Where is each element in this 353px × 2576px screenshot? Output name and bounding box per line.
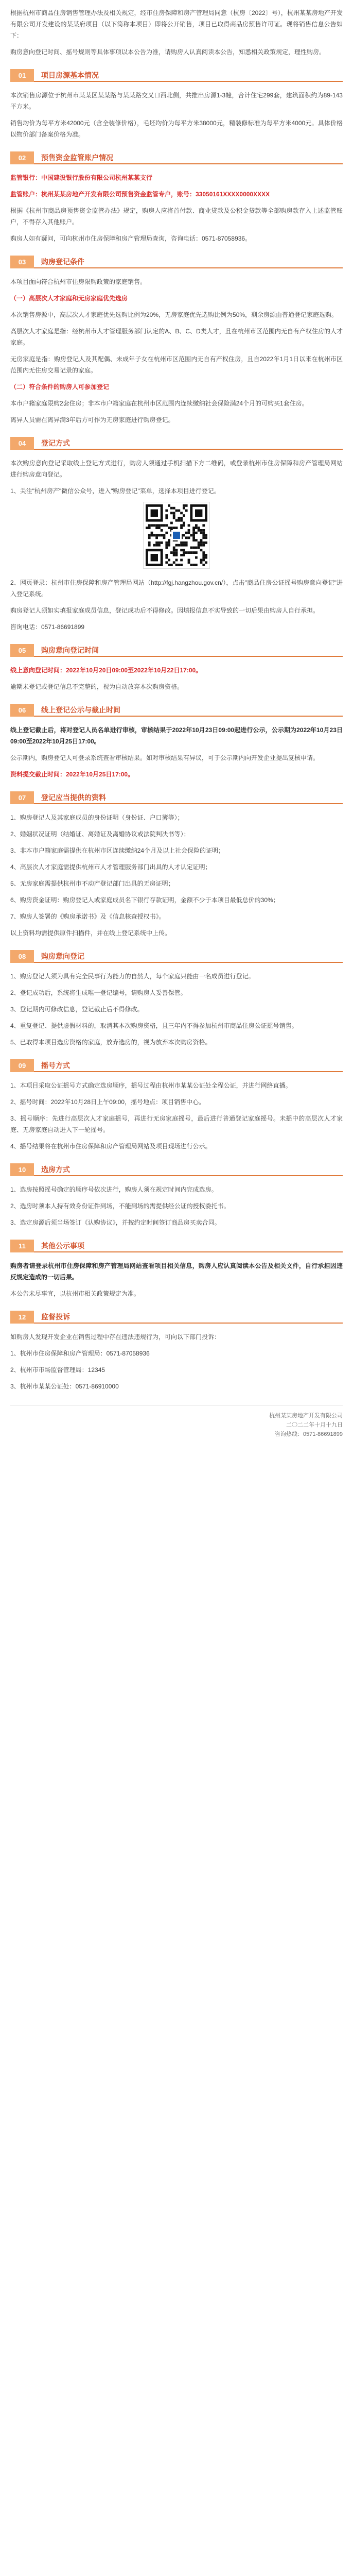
- section-title: 登记应当提供的资料: [41, 793, 106, 802]
- paragraph: 3、杭州市某某公证处：0571-86910000: [10, 1383, 119, 1390]
- section-07: [10, 791, 343, 939]
- section-header: [10, 644, 343, 657]
- footer-date: 二〇二二年十月十九日: [286, 1422, 343, 1428]
- footer-company: 杭州某某房地产开发有限公司: [269, 1413, 343, 1419]
- section-04: [10, 437, 343, 633]
- paragraph: 3、摇号顺序：先进行高层次人才家庭摇号，再进行无房家庭摇号，最后进行普通登记家庭摇号。未摇中的高层次人才家庭、无房家庭自动进入下一轮摇号。: [10, 1115, 343, 1133]
- paragraph: 根据《杭州市商品房预售资金监管办法》规定，购房人应将首付款、商业贷款及公积金贷款等全部购房款存入上述监管账户，不得存入其他账户。: [10, 207, 343, 226]
- paragraph: 逾期未登记或登记信息不完整的，视为自动放弃本次购房资格。: [10, 683, 184, 690]
- section-number: 10: [10, 1163, 34, 1176]
- section-title: 监督投诉: [41, 1313, 70, 1321]
- paragraph: 高层次人才家庭是指：经杭州市人才管理服务部门认定的A、B、C、D类人才，且在杭州市区范围内无自有产权住房的人才家庭。: [10, 328, 343, 346]
- paragraph: 5、已取得本项目选房资格的家庭，放弃选房的，视为放弃本次购房资格。: [10, 1039, 211, 1046]
- sections: [10, 69, 343, 1392]
- paragraph: 本市户籍家庭限购2套住房；非本市户籍家庭在杭州市区范围内连续缴纳社会保险满24个月的可购买1套住房。: [10, 400, 308, 407]
- section-title: 其他公示事项: [41, 1242, 84, 1250]
- section-10: [10, 1163, 343, 1228]
- paragraph: 6、购房资金证明：购房登记人或家庭成员名下银行存款证明，金额不少于本项目最低总价的30%；: [10, 896, 279, 904]
- section-header: [10, 1059, 343, 1073]
- paragraph: 1、关注"杭州房产"微信公众号，进入"购房登记"菜单，选择本项目进行登记。: [10, 487, 220, 495]
- paragraph: 3、非本市户籍家庭需提供在杭州市区连续缴纳24个月及以上社会保险的证明；: [10, 847, 225, 854]
- paragraph: 销售均价为每平方米42000元（含全装修价格），毛坯均价为每平方米38000元，精装修标准为每平方米4000元。具体价格以物价部门备案价格为准。: [10, 120, 343, 138]
- paragraph: 1、购房登记人须为具有完全民事行为能力的自然人，每个家庭只能由一名成员进行登记。: [10, 973, 255, 980]
- section-header: [10, 69, 343, 82]
- qr-code-icon[interactable]: [143, 502, 210, 569]
- section-12: [10, 1311, 343, 1392]
- section-header: [10, 704, 343, 717]
- section-header: [10, 1311, 343, 1324]
- section-number: 11: [10, 1240, 34, 1252]
- section-header: [10, 1240, 343, 1253]
- paragraph: 1、购房登记人及其家庭成员的身份证明（身份证、户口簿等）；: [10, 814, 184, 821]
- paragraph: 线上意向登记时间：2022年10月20日09:00至2022年10月22日17:00。: [10, 667, 202, 674]
- paragraph: 监管账户：杭州某某房地产开发有限公司预售资金监管专户，账号：33050161XXXX0000XXXX: [10, 191, 270, 198]
- section-header: [10, 256, 343, 269]
- section-header: [10, 791, 343, 805]
- section-title: 线上登记公示与截止时间: [41, 706, 120, 714]
- section-number: 06: [10, 704, 34, 717]
- paragraph: 2、婚姻状况证明（结婚证、离婚证及离婚协议或法院判决书等）；: [10, 831, 190, 838]
- paragraph: 资料提交截止时间：2022年10月25日17:00。: [10, 771, 134, 778]
- section-11: [10, 1240, 343, 1299]
- section-title: 购房登记条件: [41, 258, 84, 266]
- section-title: 项目房源基本情况: [41, 71, 99, 79]
- section-number: 09: [10, 1059, 34, 1072]
- section-title: 购房意向登记时间: [41, 646, 99, 654]
- paragraph: 7、购房人签署的《购房承诺书》及《信息核查授权书》。: [10, 913, 165, 920]
- paragraph: 4、重复登记、提供虚假材料的，取消其本次购房资格，且三年内不得参加杭州市商品住房公证摇号销售。: [10, 1022, 298, 1029]
- paragraph: 2、杭州市市场监督管理局：12345: [10, 1366, 105, 1374]
- paragraph: 公示期内，购房登记人可登录系统查看审核结果。如对审核结果有异议，可于公示期内向开发企业提出复核申请。: [10, 754, 320, 761]
- section-title: 预售资金监管账户情况: [41, 154, 113, 162]
- paragraph: 本次销售房源位于杭州市某某区某某路与某某路交叉口西北侧，共推出房源1-3幢，合计住宅299套，建筑面积约为89-143平方米。: [10, 92, 343, 110]
- paragraph: 5、无房家庭需提供杭州市不动产登记部门出具的无房证明；: [10, 880, 174, 887]
- section-title: 购房意向登记: [41, 952, 84, 960]
- footer: [10, 1405, 343, 1439]
- paragraph: 购房者请登录杭州市住房保障和房产管理局网站查看项目相关信息，购房人应认真阅读本公告及相关文件，自行承担因违反规定造成的一切后果。: [10, 1262, 343, 1281]
- section-header: [10, 151, 343, 165]
- paragraph: 2、登记成功后，系统将生成唯一登记编号，请购房人妥善保管。: [10, 989, 187, 996]
- section-08: [10, 950, 343, 1048]
- section-number: 02: [10, 151, 34, 164]
- section-02: [10, 151, 343, 244]
- paragraph: 本次购房意向登记采取线上登记方式进行，购房人须通过手机扫描下方二维码，或登录杭州市住房保障和房产管理局网站进行购房意向登记。: [10, 460, 343, 478]
- paragraph: 本项目面向符合杭州市住房限购政策的家庭销售。: [10, 278, 147, 285]
- section-header: [10, 1163, 343, 1177]
- paragraph: 以上资料均需提供原件扫描件，并在线上登记系统中上传。: [10, 929, 171, 937]
- section-03: [10, 256, 343, 426]
- paragraph: 购房登记人须如实填报家庭成员信息，登记成功后不得修改。因填报信息不实导致的一切后果由购房人自行承担。: [10, 607, 320, 614]
- footer-phone: 咨询热线：0571-86691899: [274, 1431, 343, 1437]
- section-header: [10, 437, 343, 450]
- section-number: 04: [10, 437, 34, 450]
- paragraph: 购房人如有疑问，可向杭州市住房保障和房产管理局查询，咨询电话：0571-87058936。: [10, 235, 252, 242]
- section-title: 摇号方式: [41, 1061, 70, 1070]
- paragraph: 2、摇号时间：2022年10月28日上午09:00，摇号地点：项目销售中心。: [10, 1098, 205, 1106]
- section-number: 03: [10, 256, 34, 268]
- paragraph: 无房家庭是指：购房登记人及其配偶、未成年子女在杭州市区范围内无自有产权住房，且自2022年1月1日以来在杭州市区范围内无住房交易记录的家庭。: [10, 355, 343, 374]
- section-number: 05: [10, 644, 34, 657]
- intro: [10, 7, 343, 58]
- section-06: [10, 704, 343, 780]
- section-header: [10, 950, 343, 963]
- qr-code-wrapper: [10, 502, 343, 570]
- paragraph: （一）高层次人才家庭和无房家庭优先选房: [10, 295, 128, 302]
- paragraph: 4、高层次人才家庭需提供杭州市人才管理服务部门出具的人才认定证明；: [10, 863, 211, 871]
- paragraph: 2、选房时须本人持有效身份证件到场，不能到场的需提供经公证的授权委托书。: [10, 1202, 230, 1210]
- section-number: 01: [10, 69, 34, 82]
- section-05: [10, 644, 343, 692]
- section-01: [10, 69, 343, 140]
- section-09: [10, 1059, 343, 1152]
- paragraph: 监管银行：中国建设银行股份有限公司杭州某某支行: [10, 174, 153, 181]
- paragraph: 根据杭州市商品住房销售管理办法及相关规定，经市住房保障和房产管理局同意（杭房〔2022〕号），杭州某某房地产开发有限公司开发建设的某某府项目（以下简称本项目）即将公开销售，项目已取得商品房预售许可证。现将销售信息公告如下：: [10, 9, 343, 39]
- paragraph: 本公告未尽事宜，以杭州市相关政策规定为准。: [10, 1290, 140, 1297]
- paragraph: 线上登记截止后，将对登记人员名单进行审核，审核结果于2022年10月23日09:00起进行公示，公示期为2022年10月23日09:00至2022年10月25日17:00。: [10, 726, 343, 745]
- paragraph: 1、本项目采取公证摇号方式确定选房顺序，摇号过程由杭州市某某公证处全程公证，并进行网络直播。: [10, 1082, 292, 1089]
- paragraph: 3、登记期内可修改信息，登记截止后不得修改。: [10, 1006, 144, 1013]
- paragraph: 1、杭州市住房保障和房产管理局：0571-87058936: [10, 1350, 150, 1357]
- section-title: 登记方式: [41, 439, 70, 447]
- paragraph: （二）符合条件的购房人可参加登记: [10, 383, 110, 391]
- paragraph: 3、选定房源后须当场签订《认购协议》，并按约定时间签订商品房买卖合同。: [10, 1219, 221, 1226]
- section-number: 12: [10, 1311, 34, 1324]
- paragraph: 本次销售房源中，高层次人才家庭优先选购比例为20%，无房家庭优先选购比例为50%，剩余房源由普通登记家庭选购。: [10, 311, 338, 318]
- paragraph: 1、选房按照摇号确定的顺序号依次进行，购房人须在规定时间内完成选房。: [10, 1186, 218, 1193]
- paragraph: 如购房人发现开发企业在销售过程中存在违法违规行为，可向以下部门投诉：: [10, 1333, 221, 1341]
- paragraph: 4、摇号结果将在杭州市住房保障和房产管理局网站及项目现场进行公示。: [10, 1143, 211, 1150]
- section-title: 选房方式: [41, 1165, 70, 1174]
- paragraph: 离异人员需在离异满3年后方可作为无房家庭进行购房登记。: [10, 416, 174, 423]
- paragraph: 咨询电话：0571-86691899: [10, 623, 85, 631]
- paragraph: 购房意向登记时间、摇号规则等具体事项以本公告为准，请购房人认真阅读本公告，知悉相关政策规定，理性购房。: [10, 48, 326, 56]
- paragraph: 2、网页登录：杭州市住房保障和房产管理局网站（http://fgj.hangzhou.gov.cn/），点击"商品住房公证摇号购房意向登记"进入登记系统。: [10, 579, 343, 598]
- section-number: 08: [10, 950, 34, 963]
- section-number: 07: [10, 791, 34, 804]
